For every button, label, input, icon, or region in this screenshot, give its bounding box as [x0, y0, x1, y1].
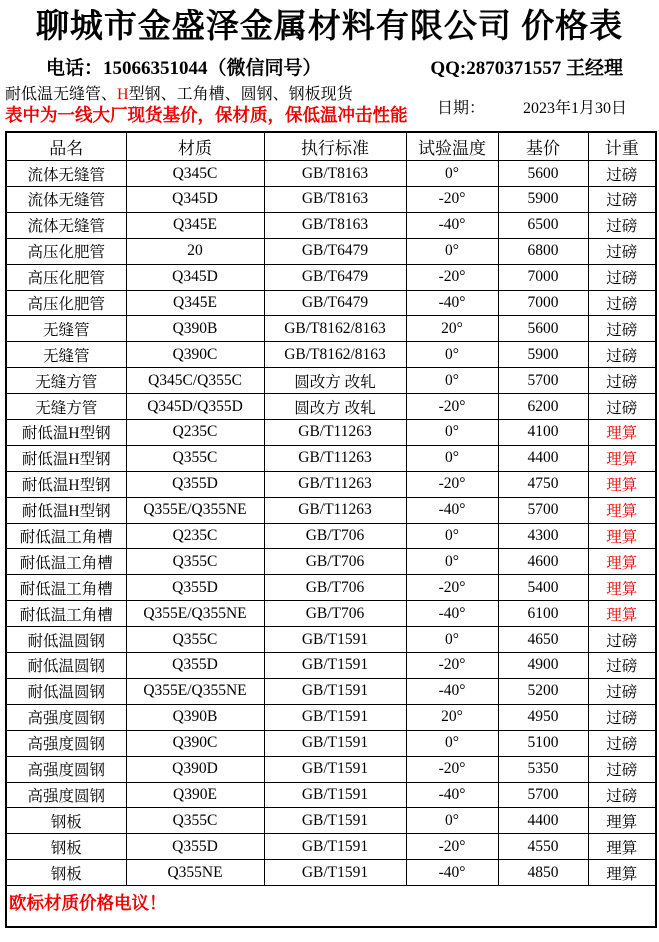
temp-cell: 0°: [406, 342, 498, 368]
table-row: [6, 445, 656, 471]
standard-cell: GB/T706: [264, 575, 406, 601]
temp-cell: -40°: [406, 497, 498, 523]
weigh-cell: 理算: [588, 523, 656, 549]
table-row: [6, 290, 656, 316]
material-cell: Q355E/Q355NE: [126, 678, 264, 704]
weigh-cell: 过磅: [588, 316, 656, 342]
price-cell: 5100: [498, 730, 588, 756]
temp-cell: 0°: [406, 161, 498, 187]
date-line: [437, 95, 627, 118]
table-row: [6, 161, 656, 187]
material-cell: Q345C/Q355C: [126, 368, 264, 394]
price-cell: 5700: [498, 368, 588, 394]
weigh-cell: 过磅: [588, 756, 656, 782]
table-row: [6, 523, 656, 549]
weigh-cell: 理算: [588, 834, 656, 860]
weigh-cell: 过磅: [588, 730, 656, 756]
price-cell: 4750: [498, 471, 588, 497]
table-footer-row: [6, 886, 656, 928]
standard-cell: GB/T8163: [264, 187, 406, 213]
standard-cell: GB/T11263: [264, 471, 406, 497]
temp-cell: -40°: [406, 678, 498, 704]
weigh-cell: 理算: [588, 549, 656, 575]
standard-cell: GB/T8163: [264, 161, 406, 187]
weigh-cell: 过磅: [588, 290, 656, 316]
product-name-cell: 高强度圆钢: [6, 756, 126, 782]
material-cell: Q355NE: [126, 860, 264, 886]
price-cell: 4900: [498, 653, 588, 679]
table-row: [6, 420, 656, 446]
price-cell: 4400: [498, 808, 588, 834]
material-cell: Q355D: [126, 471, 264, 497]
table-row: [6, 342, 656, 368]
product-name-cell: 耐低温工角槽: [6, 523, 126, 549]
column-header-2: 执行标准: [264, 132, 406, 161]
standard-cell: GB/T1591: [264, 678, 406, 704]
weigh-cell: 理算: [588, 497, 656, 523]
material-cell: Q355C: [126, 549, 264, 575]
material-cell: Q390B: [126, 316, 264, 342]
price-cell: 4550: [498, 834, 588, 860]
product-name-cell: 耐低温圆钢: [6, 653, 126, 679]
material-cell: Q235C: [126, 523, 264, 549]
standard-cell: GB/T1591: [264, 860, 406, 886]
weigh-cell: 过磅: [588, 394, 656, 420]
table-row: [6, 653, 656, 679]
material-cell: Q355C: [126, 627, 264, 653]
table-row: [6, 834, 656, 860]
table-row: [6, 238, 656, 264]
temp-cell: -20°: [406, 394, 498, 420]
price-cell: 5600: [498, 316, 588, 342]
material-cell: Q345E: [126, 290, 264, 316]
standard-cell: GB/T706: [264, 601, 406, 627]
weigh-cell: 过磅: [588, 342, 656, 368]
product-name-cell: 无缝管: [6, 316, 126, 342]
weigh-cell: 过磅: [588, 161, 656, 187]
weigh-cell: 理算: [588, 575, 656, 601]
product-summary-post: 型钢、工角槽、圆钢、钢板现货: [128, 86, 353, 104]
price-cell: 4850: [498, 860, 588, 886]
table-row: [6, 704, 656, 730]
price-cell: 6100: [498, 601, 588, 627]
standard-cell: GB/T11263: [264, 445, 406, 471]
standard-cell: 圆改方 改轧: [264, 394, 406, 420]
standard-cell: GB/T6479: [264, 264, 406, 290]
product-name-cell: 高压化肥管: [6, 238, 126, 264]
material-cell: Q390C: [126, 730, 264, 756]
table-row: [6, 187, 656, 213]
price-cell: 7000: [498, 290, 588, 316]
price-notice: 表中为一线大厂现货基价，保材质，保低温冲击性能: [5, 105, 408, 126]
material-cell: Q390B: [126, 704, 264, 730]
temp-cell: 0°: [406, 420, 498, 446]
product-name-cell: 高压化肥管: [6, 264, 126, 290]
product-name-cell: 高强度圆钢: [6, 782, 126, 808]
material-cell: Q355D: [126, 575, 264, 601]
standard-cell: GB/T706: [264, 549, 406, 575]
phone-text: 电话：15066351044（微信同号）: [46, 58, 322, 80]
temp-cell: 20°: [406, 316, 498, 342]
temp-cell: 0°: [406, 445, 498, 471]
table-row: [6, 497, 656, 523]
weigh-cell: 理算: [588, 808, 656, 834]
weigh-cell: 过磅: [588, 782, 656, 808]
product-name-cell: 耐低温H型钢: [6, 471, 126, 497]
material-cell: Q355C: [126, 808, 264, 834]
footer-notice: 欧标材质价格电议！: [6, 886, 656, 928]
material-cell: Q345E: [126, 212, 264, 238]
contact-line: [0, 47, 659, 80]
date-label: 日期：: [436, 99, 485, 117]
standard-cell: GB/T11263: [264, 420, 406, 446]
material-cell: Q355E/Q355NE: [126, 497, 264, 523]
qq-text: QQ:2870371557 王经理: [430, 58, 623, 80]
standard-cell: GB/T6479: [264, 238, 406, 264]
product-name-cell: 耐低温圆钢: [6, 678, 126, 704]
price-cell: 4650: [498, 627, 588, 653]
product-name-cell: 耐低温H型钢: [6, 497, 126, 523]
price-cell: 4950: [498, 704, 588, 730]
table-row: [6, 808, 656, 834]
product-name-cell: 耐低温H型钢: [6, 445, 126, 471]
temp-cell: 0°: [406, 730, 498, 756]
standard-cell: 圆改方 改轧: [264, 368, 406, 394]
material-cell: Q355D: [126, 834, 264, 860]
standard-cell: GB/T1591: [264, 730, 406, 756]
weigh-cell: 过磅: [588, 678, 656, 704]
table-row: [6, 860, 656, 886]
product-name-cell: 高强度圆钢: [6, 730, 126, 756]
weigh-cell: 过磅: [588, 238, 656, 264]
product-name-cell: 高强度圆钢: [6, 704, 126, 730]
weigh-cell: 过磅: [588, 264, 656, 290]
weigh-cell: 理算: [588, 860, 656, 886]
column-header-3: 试验温度: [406, 132, 498, 161]
product-summary-h: H: [117, 86, 129, 104]
product-name-cell: 流体无缝管: [6, 187, 126, 213]
product-name-cell: 钢板: [6, 808, 126, 834]
weigh-cell: 理算: [588, 601, 656, 627]
column-header-0: 品名: [6, 132, 126, 161]
weigh-cell: 理算: [588, 445, 656, 471]
price-cell: 7000: [498, 264, 588, 290]
table-row: [6, 601, 656, 627]
table-row: [6, 730, 656, 756]
price-cell: 6200: [498, 394, 588, 420]
temp-cell: -20°: [406, 756, 498, 782]
table-row: [6, 678, 656, 704]
standard-cell: GB/T706: [264, 523, 406, 549]
temp-cell: -20°: [406, 575, 498, 601]
standard-cell: GB/T8163: [264, 212, 406, 238]
standard-cell: GB/T1591: [264, 704, 406, 730]
temp-cell: 0°: [406, 523, 498, 549]
info-section: [0, 80, 659, 130]
product-summary-pre: 耐低温无缝管、: [5, 86, 118, 104]
product-name-cell: 钢板: [6, 834, 126, 860]
product-name-cell: 流体无缝管: [6, 161, 126, 187]
material-cell: Q355C: [126, 445, 264, 471]
price-cell: 6500: [498, 212, 588, 238]
column-header-1: 材质: [126, 132, 264, 161]
standard-cell: GB/T1591: [264, 756, 406, 782]
material-cell: Q355E/Q355NE: [126, 601, 264, 627]
table-row: [6, 264, 656, 290]
table-row: [6, 756, 656, 782]
price-cell: 4600: [498, 549, 588, 575]
price-cell: 5900: [498, 187, 588, 213]
temp-cell: -20°: [406, 834, 498, 860]
weigh-cell: 过磅: [588, 653, 656, 679]
material-cell: Q345C: [126, 161, 264, 187]
weigh-cell: 过磅: [588, 704, 656, 730]
product-name-cell: 耐低温工角槽: [6, 601, 126, 627]
company-title: 聊城市金盛泽金属材料有限公司 价格表: [35, 9, 624, 45]
product-name-cell: 高压化肥管: [6, 290, 126, 316]
info-left: [5, 85, 408, 127]
price-cell: 5900: [498, 342, 588, 368]
table-row: [6, 316, 656, 342]
price-cell: 4300: [498, 523, 588, 549]
temp-cell: -40°: [406, 601, 498, 627]
temp-cell: -40°: [406, 782, 498, 808]
product-name-cell: 无缝方管: [6, 394, 126, 420]
standard-cell: GB/T8162/8163: [264, 316, 406, 342]
product-name-cell: 耐低温H型钢: [6, 420, 126, 446]
table-row: [6, 212, 656, 238]
material-cell: Q390C: [126, 342, 264, 368]
table-row: [6, 368, 656, 394]
price-cell: 5200: [498, 678, 588, 704]
date-value: 2023年1月30日: [522, 99, 627, 117]
table-header-row: [6, 132, 656, 161]
table-row: [6, 549, 656, 575]
price-cell: 4400: [498, 445, 588, 471]
product-name-cell: 无缝管: [6, 342, 126, 368]
temp-cell: 0°: [406, 808, 498, 834]
price-cell: 6800: [498, 238, 588, 264]
temp-cell: 0°: [406, 368, 498, 394]
weigh-cell: 理算: [588, 420, 656, 446]
material-cell: Q345D: [126, 187, 264, 213]
temp-cell: 0°: [406, 238, 498, 264]
table-row: [6, 394, 656, 420]
temp-cell: 20°: [406, 704, 498, 730]
material-cell: Q390E: [126, 782, 264, 808]
price-cell: 5400: [498, 575, 588, 601]
product-name-cell: 耐低温圆钢: [6, 627, 126, 653]
weigh-cell: 过磅: [588, 187, 656, 213]
price-cell: 5600: [498, 161, 588, 187]
price-cell: 4100: [498, 420, 588, 446]
standard-cell: GB/T6479: [264, 290, 406, 316]
product-name-cell: 钢板: [6, 860, 126, 886]
temp-cell: -40°: [406, 290, 498, 316]
product-name-cell: 耐低温工角槽: [6, 549, 126, 575]
table-row: [6, 782, 656, 808]
standard-cell: GB/T1591: [264, 653, 406, 679]
temp-cell: 0°: [406, 627, 498, 653]
material-cell: Q390D: [126, 756, 264, 782]
temp-cell: -20°: [406, 264, 498, 290]
material-cell: Q345D: [126, 264, 264, 290]
temp-cell: -20°: [406, 653, 498, 679]
price-table-body: [6, 161, 656, 886]
weigh-cell: 过磅: [588, 212, 656, 238]
standard-cell: GB/T11263: [264, 497, 406, 523]
table-row: [6, 575, 656, 601]
temp-cell: -20°: [406, 187, 498, 213]
standard-cell: GB/T1591: [264, 782, 406, 808]
table-row: [6, 627, 656, 653]
price-cell: 5700: [498, 497, 588, 523]
weigh-cell: 理算: [588, 471, 656, 497]
weigh-cell: 过磅: [588, 627, 656, 653]
product-summary: [5, 85, 408, 105]
temp-cell: -20°: [406, 471, 498, 497]
standard-cell: GB/T8162/8163: [264, 342, 406, 368]
temp-cell: 0°: [406, 549, 498, 575]
standard-cell: GB/T1591: [264, 834, 406, 860]
material-cell: 20: [126, 238, 264, 264]
product-name-cell: 无缝方管: [6, 368, 126, 394]
material-cell: Q355D: [126, 653, 264, 679]
standard-cell: GB/T1591: [264, 808, 406, 834]
material-cell: Q235C: [126, 420, 264, 446]
column-header-5: 计重: [588, 132, 656, 161]
price-table: [5, 131, 657, 928]
material-cell: Q345D/Q355D: [126, 394, 264, 420]
product-name-cell: 耐低温工角槽: [6, 575, 126, 601]
column-header-4: 基价: [498, 132, 588, 161]
weigh-cell: 过磅: [588, 368, 656, 394]
temp-cell: -40°: [406, 212, 498, 238]
standard-cell: GB/T1591: [264, 627, 406, 653]
product-name-cell: 流体无缝管: [6, 212, 126, 238]
temp-cell: -40°: [406, 860, 498, 886]
table-row: [6, 471, 656, 497]
price-cell: 5350: [498, 756, 588, 782]
price-cell: 5700: [498, 782, 588, 808]
